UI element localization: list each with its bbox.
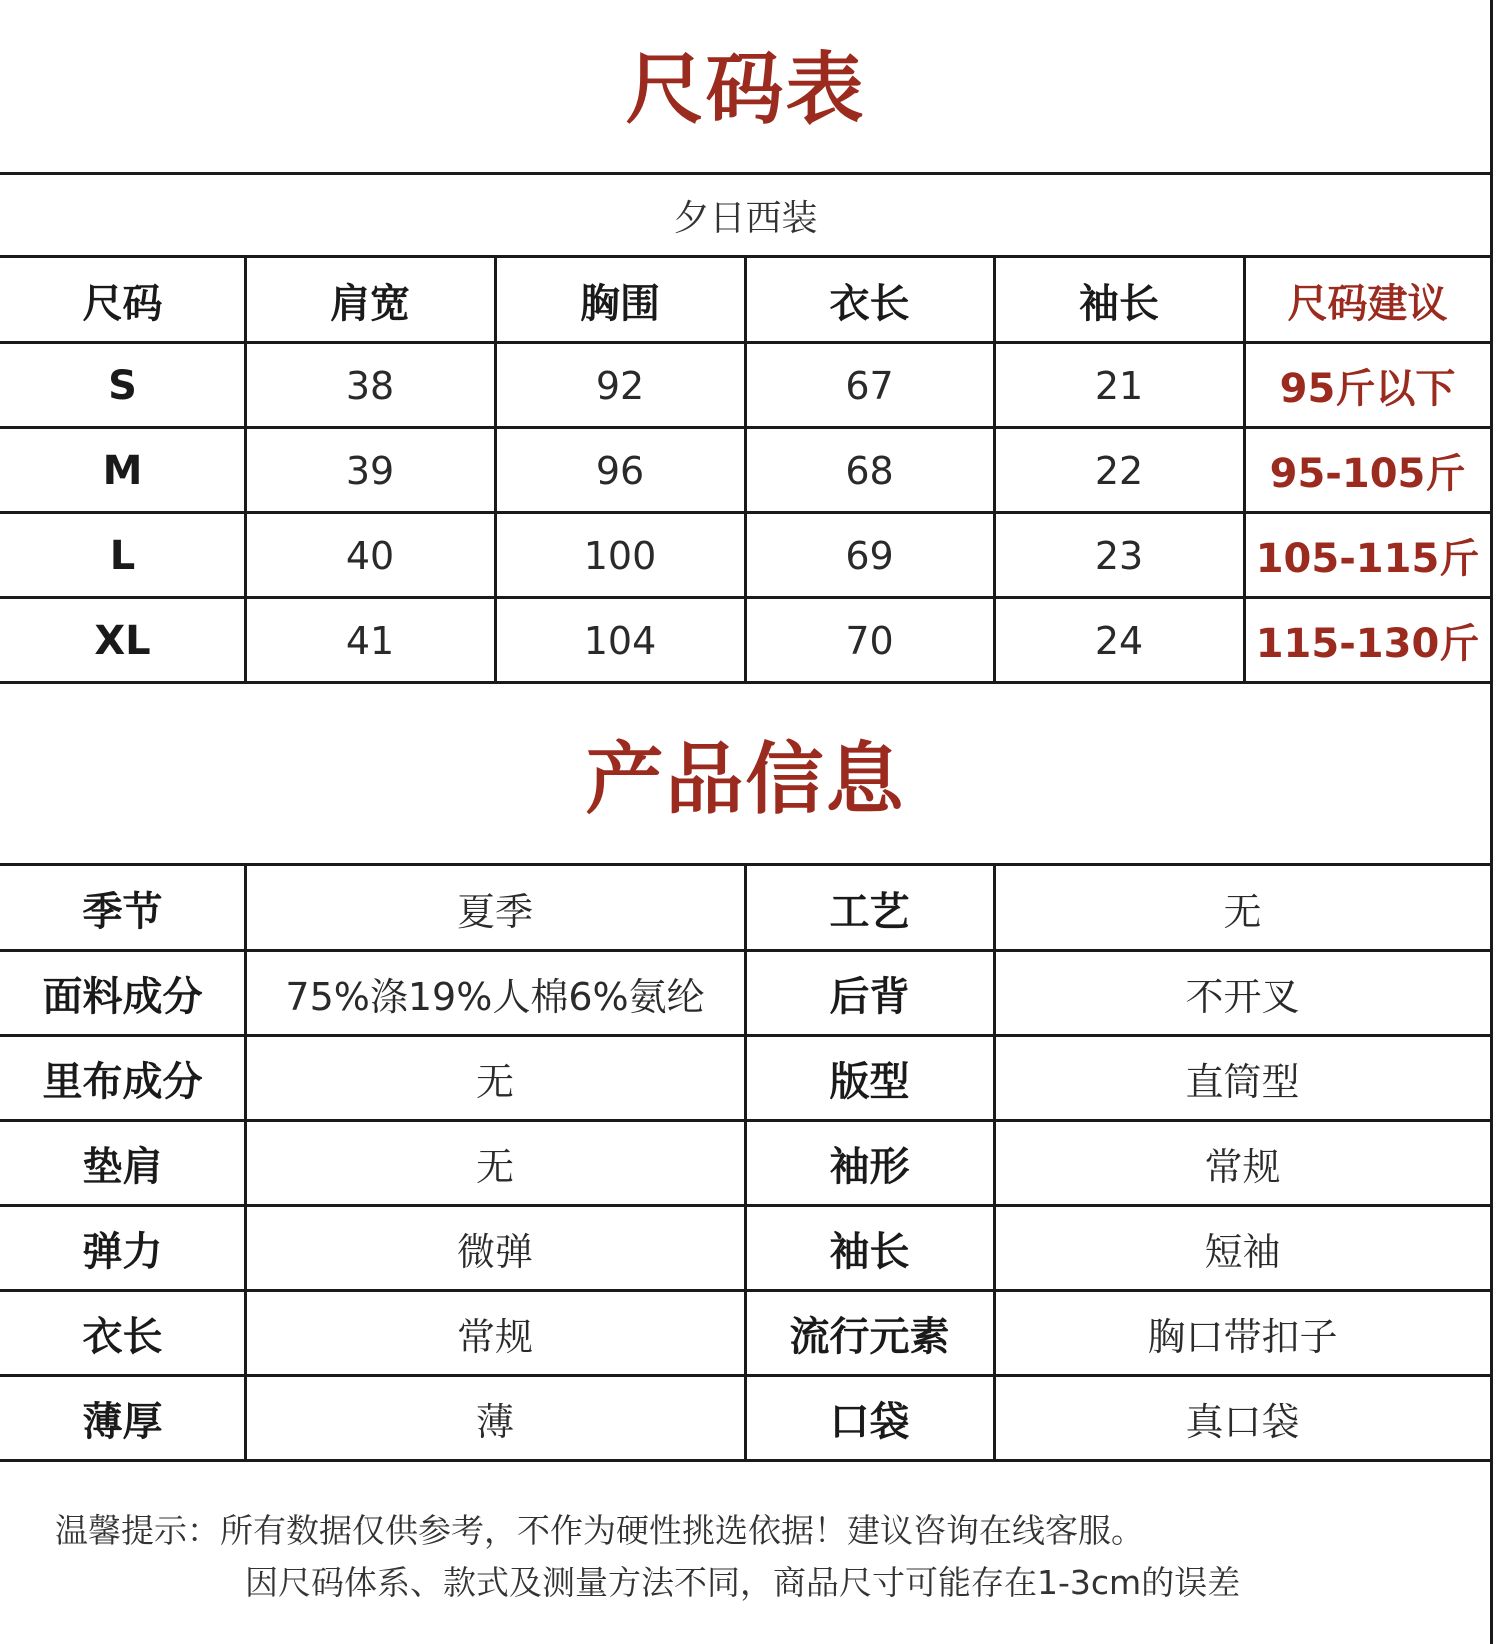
info-value-cell: 胸口带扣子 <box>1147 1315 1338 1359</box>
size-table-cell: 24 <box>1094 618 1144 663</box>
info-value-cell: 常规 <box>456 1315 533 1359</box>
size-table-cell: 69 <box>845 533 894 578</box>
size-table-cell: S <box>108 362 137 409</box>
column-divider <box>993 866 996 1461</box>
size-table-cell: 41 <box>345 618 395 663</box>
size-table-cell: 95-105斤 <box>1269 451 1466 497</box>
info-label-cell: 弹力 <box>82 1229 163 1275</box>
size-table-cell: 95斤以下 <box>1279 366 1456 412</box>
product-name: 夕日西装 <box>673 198 818 239</box>
tip-line-1: 温馨提示：所有数据仅供参考，不作为硬性挑选依据！建议咨询在线客服。 <box>55 1511 1144 1550</box>
size-table-cell: 104 <box>583 618 657 663</box>
right-border <box>1490 0 1493 1644</box>
size-table-cell: 39 <box>345 448 395 493</box>
product-info-title: 产品信息 <box>585 735 906 825</box>
size-table-cell: 22 <box>1094 448 1144 493</box>
size-table-header-cell: 肩宽 <box>330 281 410 327</box>
info-label-cell: 衣长 <box>82 1314 163 1360</box>
size-table-cell: 92 <box>595 363 645 408</box>
size-table-cell: 115-130斤 <box>1255 621 1480 667</box>
info-label-cell: 里布成分 <box>42 1059 203 1105</box>
column-divider <box>744 866 747 1461</box>
column-divider <box>244 866 247 1461</box>
size-table-cell: 40 <box>345 533 395 578</box>
size-table-header-cell: 胸围 <box>580 281 660 327</box>
info-value-cell: 75%涤19%人棉6%氨纶 <box>285 975 705 1019</box>
info-label-cell: 季节 <box>82 889 163 935</box>
column-divider <box>993 258 996 683</box>
size-table-cell: 38 <box>345 363 395 408</box>
info-label-cell: 后背 <box>829 974 910 1020</box>
info-label-cell: 流行元素 <box>789 1314 950 1360</box>
size-chart-title: 尺码表 <box>625 45 866 135</box>
size-table-header-cell: 尺码 <box>82 281 163 327</box>
size-table-header-cell: 袖长 <box>1079 281 1159 327</box>
info-value-cell: 微弹 <box>456 1230 533 1274</box>
column-divider <box>744 258 747 683</box>
column-divider <box>1243 258 1246 683</box>
size-table-cell: 100 <box>583 533 657 578</box>
info-value-cell: 无 <box>475 1145 514 1189</box>
info-value-cell: 无 <box>1223 890 1262 934</box>
column-divider <box>494 258 497 683</box>
info-value-cell: 常规 <box>1204 1145 1281 1189</box>
info-value-cell: 不开叉 <box>1185 975 1300 1019</box>
info-value-cell: 短袖 <box>1204 1230 1281 1274</box>
size-table-cell: 96 <box>595 448 645 493</box>
info-label-cell: 薄厚 <box>82 1399 163 1445</box>
info-value-cell: 直筒型 <box>1185 1060 1300 1104</box>
info-value-cell: 无 <box>475 1060 514 1104</box>
size-table-header-cell: 衣长 <box>829 281 910 327</box>
size-table-cell: 105-115斤 <box>1255 536 1480 582</box>
size-table-cell: XL <box>94 617 151 664</box>
info-label-cell: 版型 <box>829 1059 910 1105</box>
tip-line-2: 因尺码体系、款式及测量方法不同，商品尺寸可能存在1-3cm的误差 <box>245 1563 1241 1602</box>
size-table-cell: M <box>102 447 143 494</box>
size-table-cell: L <box>109 532 136 579</box>
size-table-cell: 21 <box>1094 363 1144 408</box>
info-label-cell: 口袋 <box>829 1399 910 1445</box>
info-value-cell: 夏季 <box>456 890 533 934</box>
column-divider <box>244 258 247 683</box>
size-table-cell: 67 <box>845 363 894 408</box>
info-value-cell: 真口袋 <box>1185 1400 1300 1444</box>
size-table-cell: 68 <box>845 448 894 493</box>
info-label-cell: 袖长 <box>829 1229 910 1275</box>
info-label-cell: 面料成分 <box>42 974 203 1020</box>
size-table-cell: 23 <box>1094 533 1144 578</box>
info-label-cell: 垫肩 <box>82 1144 163 1190</box>
info-label-cell: 工艺 <box>829 889 910 935</box>
info-value-cell: 薄 <box>475 1400 514 1444</box>
size-table-header-cell: 尺码建议 <box>1287 281 1448 327</box>
info-label-cell: 袖形 <box>829 1144 910 1190</box>
size-table-cell: 70 <box>845 618 894 663</box>
